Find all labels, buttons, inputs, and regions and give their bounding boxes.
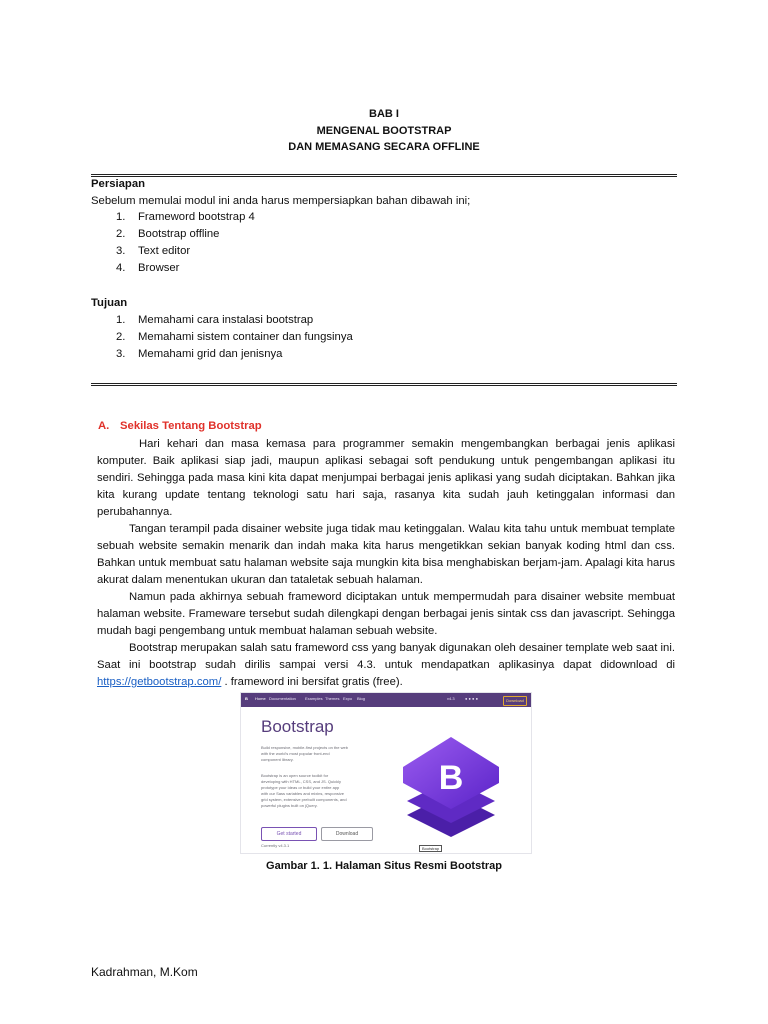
tagline-line: component library.: [261, 757, 294, 762]
nav-item-expo[interactable]: Expo: [343, 696, 353, 701]
nav-item-examples[interactable]: Examples: [305, 696, 323, 701]
top-divider: [91, 174, 677, 177]
list-number: 4.: [116, 262, 126, 274]
chapter-label: BAB I: [369, 108, 399, 120]
paragraph-2: Tangan terampil pada disainer website juga tidak mau ketinggalan. Walau kita tahu untuk membuat template sebuah website semakin menarik dan indah maka kita harus mengetikkan sekian banyak koding html dan css. Bahkan untuk membuat satu halaman website saja mungkin kita bisa menghabiskan berjam-jam. Apalagi kita harus akurat dalam menentukan ukuran dan tataletak sebuah halaman.: [97, 523, 675, 586]
get-started-button[interactable]: Get started: [261, 827, 317, 841]
list-item: Memahami grid dan jenisnya: [138, 348, 283, 360]
section-heading: [98, 420, 262, 432]
list-number: 1.: [116, 314, 126, 326]
tagline-line: Build responsive, mobile-first projects on the web: [261, 745, 348, 750]
tagline-line: with the world's most popular front-end: [261, 751, 330, 756]
nav-item-blog[interactable]: Blog: [357, 696, 366, 701]
description-line: developing with HTML, CSS, and JS. Quickly: [261, 779, 342, 784]
logo-letter: B: [438, 759, 464, 797]
section-body: [97, 436, 675, 691]
nav-version[interactable]: v4.3: [447, 696, 455, 701]
list-item: Bootstrap offline: [138, 228, 220, 240]
list-item: Frameword bootstrap 4: [138, 211, 255, 223]
chapter-title: MENGENAL BOOTSTRAP: [316, 125, 452, 137]
persiapan-heading: Persiapan: [91, 178, 146, 190]
paragraph-1: Hari kehari dan masa kemasa para programmer semakin mengembangkan berbagai jenis aplikasi komputer. Baik aplikasi siap jadi, maupun aplikasi sebagai soft pendukung untuk pengembangan aplikasi itu sendiri. Sehingga pada masa kini kita dapat menjumpai berbagai jenis aplikasi yang sudah diciptakan. Bahkan jika kita kurang update tentang teknologi satu hari saja, rasanya kita sudah jauh ketinggalan informasi dan perubahannya.: [97, 438, 675, 518]
section-letter: A.: [98, 420, 110, 432]
section-title: Sekilas Tentang Bootstrap: [120, 420, 262, 432]
tujuan-heading: Tujuan: [91, 297, 128, 309]
list-number: 2.: [116, 228, 126, 240]
nav-item-themes[interactable]: Themes: [325, 696, 340, 701]
current-version: Currently v4.3.1: [261, 843, 290, 848]
site-navbar: [241, 693, 531, 707]
description-line: prototype your ideas or build your entire app: [261, 785, 340, 790]
download-button[interactable]: Download: [321, 827, 373, 841]
description-line: grid system, extensive prebuilt components, and: [261, 797, 347, 802]
site-title: Bootstrap: [261, 717, 334, 736]
nav-item-docs[interactable]: Documentation: [269, 696, 296, 701]
nav-brand-icon: B: [245, 696, 248, 701]
list-item: Memahami cara instalasi bootstrap: [138, 314, 314, 326]
list-item: Browser: [138, 262, 180, 274]
figure-caption: Gambar 1. 1. Halaman Situs Resmi Bootstrap: [266, 860, 502, 872]
social-icons: ● ● ● ●: [465, 696, 478, 701]
author-name: Kadrahman, M.Kom: [91, 965, 198, 979]
getbootstrap-link[interactable]: https://getbootstrap.com/: [97, 676, 222, 688]
description-line: with our Sass variables and mixins, responsive: [261, 791, 344, 796]
list-number: 1.: [116, 211, 126, 223]
persiapan-intro: Sebelum memulai modul ini anda harus mempersiapkan bahan dibawah ini;: [91, 195, 471, 207]
list-number: 3.: [116, 348, 126, 360]
nav-item-home[interactable]: Home: [255, 696, 266, 701]
nav-download-button[interactable]: Download: [503, 696, 527, 706]
logo-tag: Bootstrap: [419, 845, 442, 852]
paragraph-3: Namun pada akhirnya sebuah frameword diciptakan untuk mempermudah para disainer website membuat halaman website. Frameware tersebut sudah dilengkapi dengan berbagai jenis sintak css dan javascript. Sehingga mudah bagi pengembang untuk membuat halaman sebuah website.: [97, 591, 675, 637]
bootstrap-site-screenshot: [240, 692, 532, 854]
description-line: powerful plugins built on jQuery.: [261, 803, 318, 808]
paragraph-4: [97, 640, 675, 691]
description-line: Bootstrap is an open source toolkit for: [261, 773, 329, 778]
paragraph-4-text: Bootstrap merupakan salah satu frameword css yang banyak digunakan oleh desainer template web saat ini. Saat ini bootstrap sudah dirilis sampai versi 4.3. untuk mendapatkan aplikasinya dapat didownload di: [97, 642, 675, 671]
paragraph-4-tail: . frameword ini bersifat gratis (free).: [221, 676, 403, 688]
list-number: 3.: [116, 245, 126, 257]
bottom-divider: [91, 383, 677, 386]
chapter-subtitle: DAN MEMASANG SECARA OFFLINE: [288, 141, 480, 153]
bootstrap-logo-icon: [391, 723, 511, 843]
list-number: 2.: [116, 331, 126, 343]
list-item: Text editor: [138, 245, 191, 257]
list-item: Memahami sistem container dan fungsinya: [138, 331, 353, 343]
